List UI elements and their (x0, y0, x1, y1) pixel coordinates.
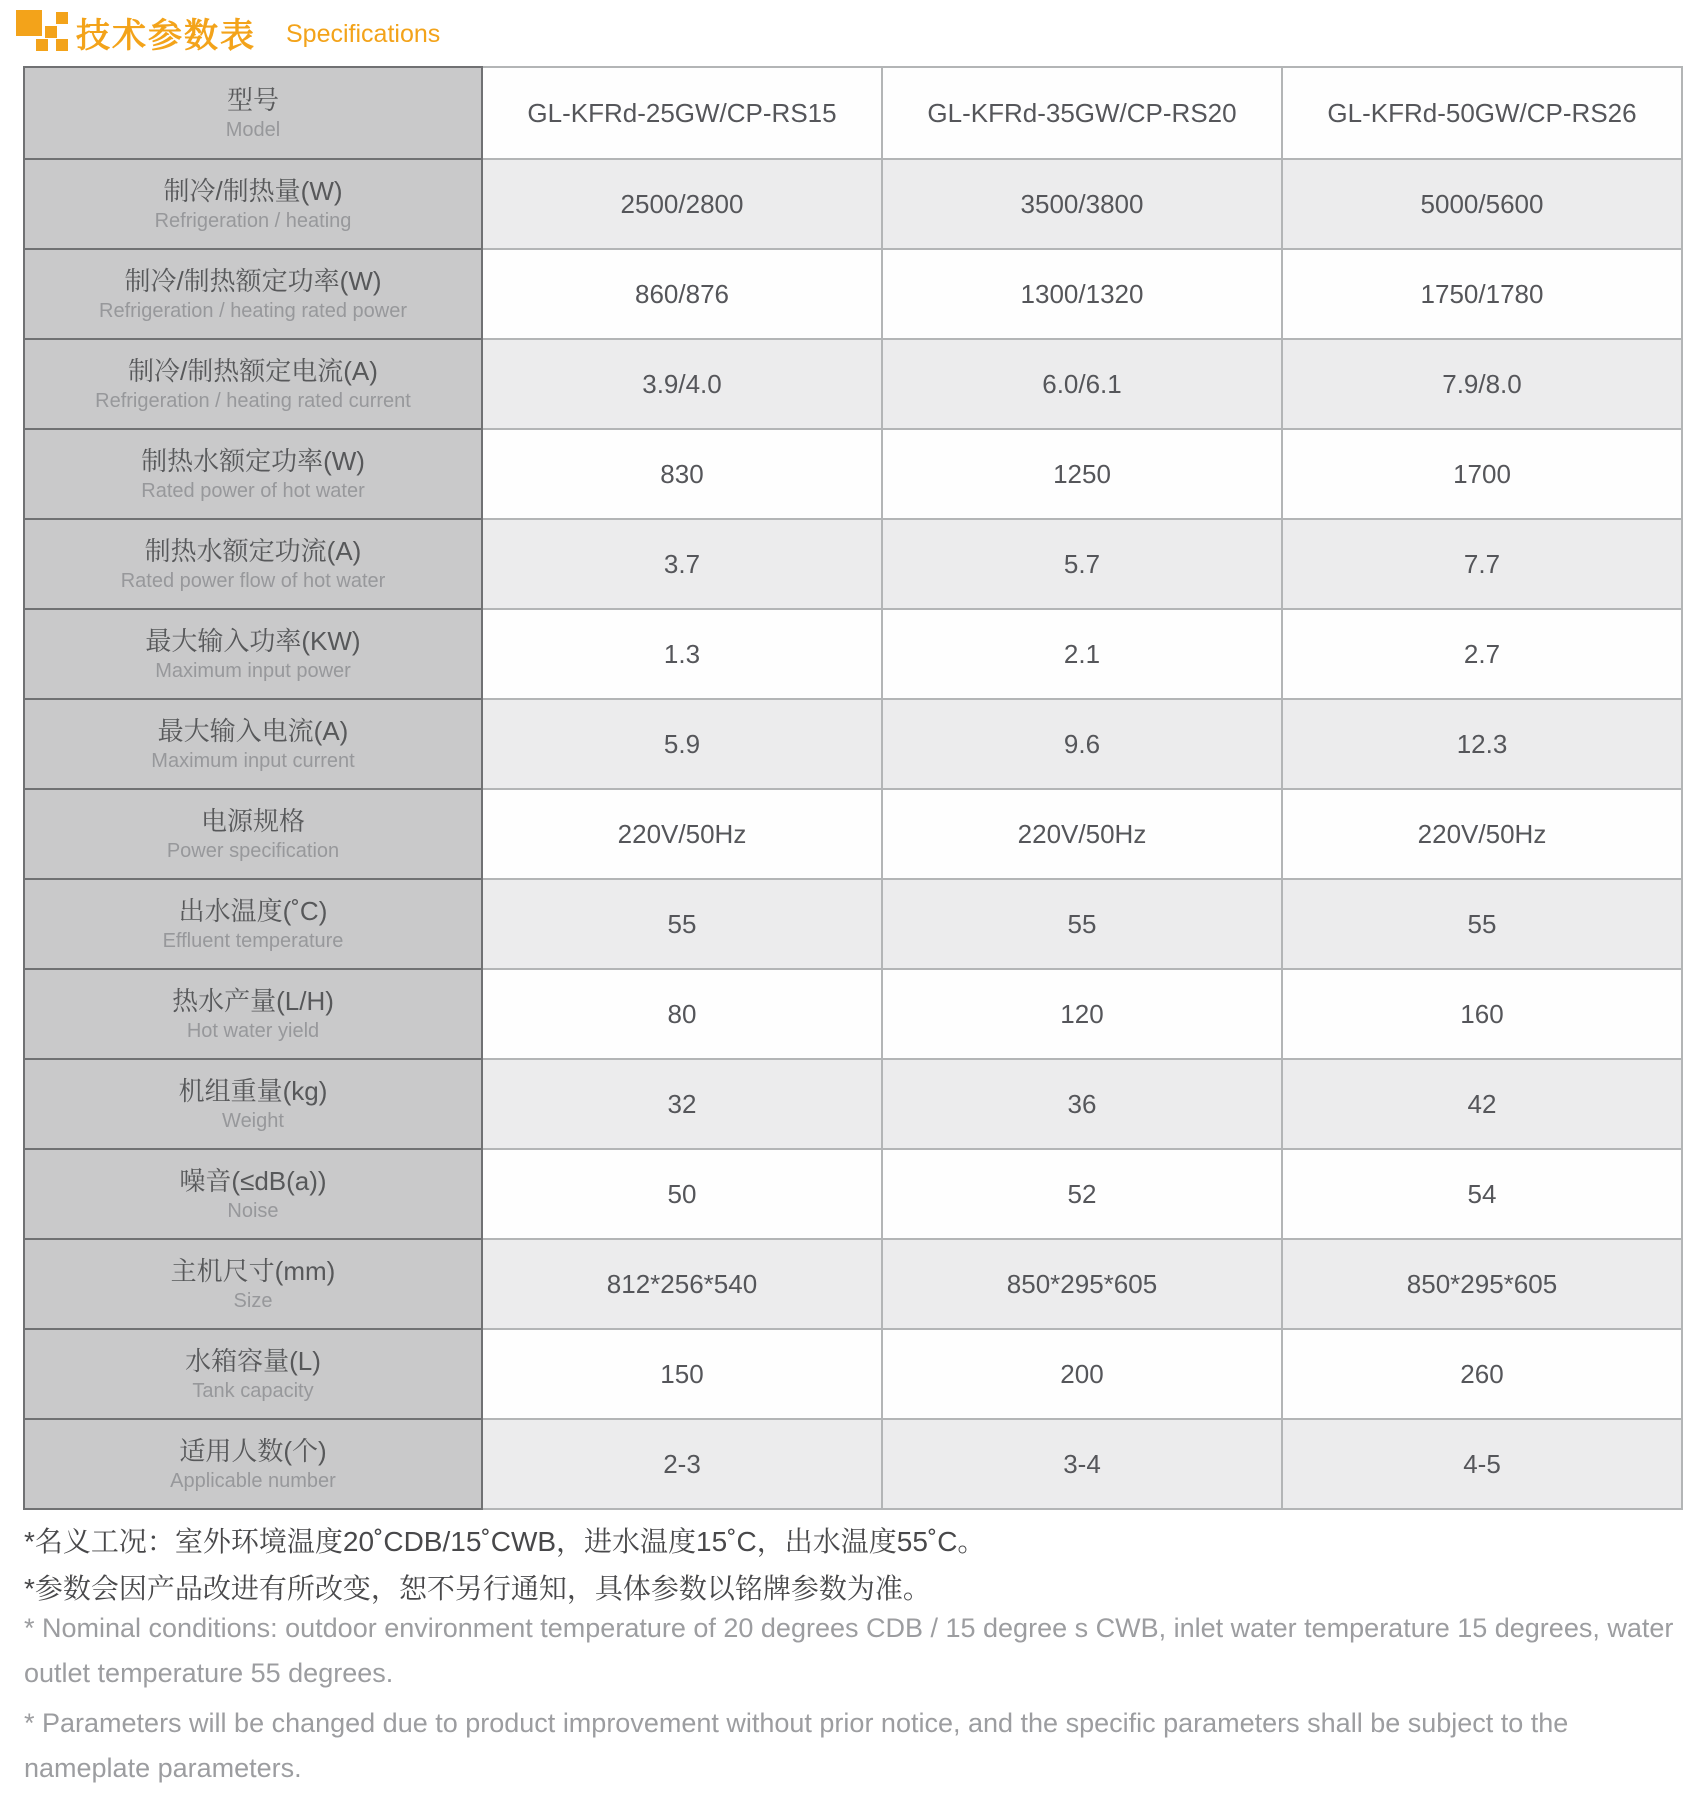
table-header (24, 67, 1682, 159)
spec-label-cell (24, 1059, 482, 1149)
spec-value-cell: 2-3 (482, 1419, 882, 1509)
spec-label-en: Hot water yield (186, 1020, 320, 1042)
spec-value-cell: 220V/50Hz (482, 789, 882, 879)
model-header-row (24, 67, 1682, 159)
pixel-square (56, 12, 68, 24)
spec-label-zh: 噪音(≤dB(a)) (179, 1166, 327, 1196)
spec-label-zh: 适用人数(个) (179, 1436, 327, 1466)
footnotes-zh (24, 1518, 1684, 1612)
spec-label-cell (24, 339, 482, 429)
spec-label-zh: 机组重量(kg) (178, 1076, 328, 1106)
spec-label-en: Power specification (166, 840, 340, 862)
spec-label-en: Maximum input power (155, 660, 351, 682)
spec-label-zh: 热水产量(L/H) (172, 986, 334, 1016)
spec-value-cell: 5000/5600 (1282, 159, 1682, 249)
spec-value-cell: 6.0/6.1 (882, 339, 1282, 429)
spec-label-en: Weight (222, 1110, 284, 1132)
spec-value-cell: 220V/50Hz (882, 789, 1282, 879)
model-header-cell: GL-KFRd-50GW/CP-RS26 (1282, 67, 1682, 159)
spec-value-cell: 55 (1282, 879, 1682, 969)
spec-label-cell (24, 879, 482, 969)
footnote-en-line: * Nominal conditions: outdoor environment temperature of 20 degrees CDB / 15 degree s CWB, inlet water temperature 15 degrees, water outlet temperature 55 degrees. (24, 1613, 1674, 1688)
spec-label-zh: 最大输入电流(A) (157, 716, 349, 746)
spec-value-cell: 1250 (882, 429, 1282, 519)
spec-value-cell: 12.3 (1282, 699, 1682, 789)
spec-label-zh: 制冷/制热额定功率(W) (124, 266, 382, 296)
spec-row (24, 429, 1682, 519)
spec-label-en: Refrigeration / heating (154, 210, 352, 232)
spec-label-cell (24, 429, 482, 519)
spec-value-cell: 3-4 (882, 1419, 1282, 1509)
spec-label-en: Rated power flow of hot water (120, 570, 386, 592)
spec-value-cell: 200 (882, 1329, 1282, 1419)
spec-label-en: Refrigeration / heating rated power (99, 300, 407, 322)
spec-row (24, 339, 1682, 429)
spec-value-cell: 160 (1282, 969, 1682, 1059)
corner-cell (24, 67, 482, 159)
spec-value-cell: 55 (482, 879, 882, 969)
spec-label-zh: 最大输入功率(KW) (145, 626, 361, 656)
footnote-zh-line: *参数会因产品改进有所改变，恕不另行通知，具体参数以铭牌参数为准。 (24, 1573, 931, 1604)
footnote-zh-line: *名义工况：室外环境温度20˚CDB/15˚CWB，进水温度15˚C，出水温度55˚C。 (24, 1526, 986, 1557)
spec-value-cell: 5.7 (882, 519, 1282, 609)
spec-value-cell: 1.3 (482, 609, 882, 699)
spec-value-cell: 150 (482, 1329, 882, 1419)
spec-label-en: Effluent temperature (162, 930, 344, 952)
spec-label-zh: 制冷/制热额定电流(A) (128, 356, 378, 386)
spec-row (24, 1329, 1682, 1419)
spec-label-zh: 制冷/制热量(W) (163, 176, 343, 206)
spec-value-cell: 50 (482, 1149, 882, 1239)
spec-label-cell (24, 1239, 482, 1329)
spec-row (24, 789, 1682, 879)
spec-label-en: Size (233, 1290, 273, 1312)
spec-value-cell: 9.6 (882, 699, 1282, 789)
spec-label-cell (24, 789, 482, 879)
pixel-squares-icon (16, 10, 72, 56)
spec-value-cell: 3.9/4.0 (482, 339, 882, 429)
spec-value-cell: 54 (1282, 1149, 1682, 1239)
spec-label-cell (24, 1329, 482, 1419)
spec-value-cell: 4-5 (1282, 1419, 1682, 1509)
footnote-en-line: * Parameters will be changed due to product improvement without prior notice, and the specific parameters shall be subject to the nameplate parameters. (24, 1708, 1569, 1783)
spec-label-cell (24, 519, 482, 609)
spec-label-zh: 制热水额定功率(W) (141, 446, 365, 476)
spec-value-cell: 32 (482, 1059, 882, 1149)
spec-value-cell: 80 (482, 969, 882, 1059)
spec-row (24, 1059, 1682, 1149)
spec-value-cell: 2.1 (882, 609, 1282, 699)
spec-value-cell: 260 (1282, 1329, 1682, 1419)
specifications-table (23, 66, 1683, 1510)
spec-value-cell: 812*256*540 (482, 1239, 882, 1329)
spec-value-cell: 850*295*605 (1282, 1239, 1682, 1329)
spec-label-zh: 主机尺寸(mm) (170, 1256, 336, 1286)
spec-value-cell: 860/876 (482, 249, 882, 339)
corner-label-zh: 型号 (226, 85, 279, 115)
page-subtitle: Specifications (286, 20, 441, 48)
spec-value-cell: 850*295*605 (882, 1239, 1282, 1329)
spec-value-cell: 120 (882, 969, 1282, 1059)
spec-value-cell: 3500/3800 (882, 159, 1282, 249)
spec-value-cell: 1700 (1282, 429, 1682, 519)
spec-label-zh: 水箱容量(L) (185, 1346, 321, 1376)
spec-row (24, 519, 1682, 609)
spec-value-cell: 220V/50Hz (1282, 789, 1682, 879)
spec-label-en: Refrigeration / heating rated current (95, 390, 411, 412)
spec-row (24, 969, 1682, 1059)
spec-label-zh: 电源规格 (200, 806, 305, 836)
pixel-square (36, 39, 48, 51)
pixel-square (45, 26, 57, 38)
spec-label-en: Noise (227, 1200, 279, 1222)
spec-row (24, 879, 1682, 969)
spec-value-cell: 1300/1320 (882, 249, 1282, 339)
spec-row (24, 609, 1682, 699)
spec-value-cell: 36 (882, 1059, 1282, 1149)
spec-label-cell (24, 609, 482, 699)
spec-label-en: Tank capacity (192, 1380, 314, 1402)
spec-label-cell (24, 699, 482, 789)
table-body (24, 159, 1682, 1509)
spec-value-cell: 52 (882, 1149, 1282, 1239)
spec-value-cell: 55 (882, 879, 1282, 969)
pixel-square (56, 39, 68, 51)
spec-value-cell: 830 (482, 429, 882, 519)
footnotes-en (24, 1606, 1686, 1796)
spec-row (24, 1419, 1682, 1509)
spec-label-cell (24, 1149, 482, 1239)
model-header-cell: GL-KFRd-25GW/CP-RS15 (482, 67, 882, 159)
spec-label-en: Applicable number (170, 1470, 336, 1492)
spec-label-en: Maximum input current (151, 750, 355, 772)
spec-value-cell: 42 (1282, 1059, 1682, 1149)
corner-label-en: Model (225, 119, 281, 141)
spec-label-cell (24, 1419, 482, 1509)
spec-value-cell: 1750/1780 (1282, 249, 1682, 339)
spec-row (24, 249, 1682, 339)
spec-row (24, 1239, 1682, 1329)
spec-label-cell (24, 969, 482, 1059)
page-header (16, 8, 440, 57)
spec-label-en: Rated power of hot water (141, 480, 365, 502)
spec-value-cell: 7.9/8.0 (1282, 339, 1682, 429)
model-header-cell: GL-KFRd-35GW/CP-RS20 (882, 67, 1282, 159)
spec-value-cell: 2.7 (1282, 609, 1682, 699)
page-title: 技术参数表 (76, 17, 256, 55)
pixel-square (16, 10, 42, 36)
spec-label-zh: 出水温度(˚C) (178, 896, 328, 926)
spec-value-cell: 7.7 (1282, 519, 1682, 609)
spec-label-zh: 制热水额定功流(A) (144, 536, 362, 566)
spec-row (24, 699, 1682, 789)
spec-value-cell: 3.7 (482, 519, 882, 609)
spec-label-cell (24, 159, 482, 249)
spec-row (24, 159, 1682, 249)
spec-value-cell: 2500/2800 (482, 159, 882, 249)
spec-value-cell: 5.9 (482, 699, 882, 789)
spec-row (24, 1149, 1682, 1239)
spec-label-cell (24, 249, 482, 339)
